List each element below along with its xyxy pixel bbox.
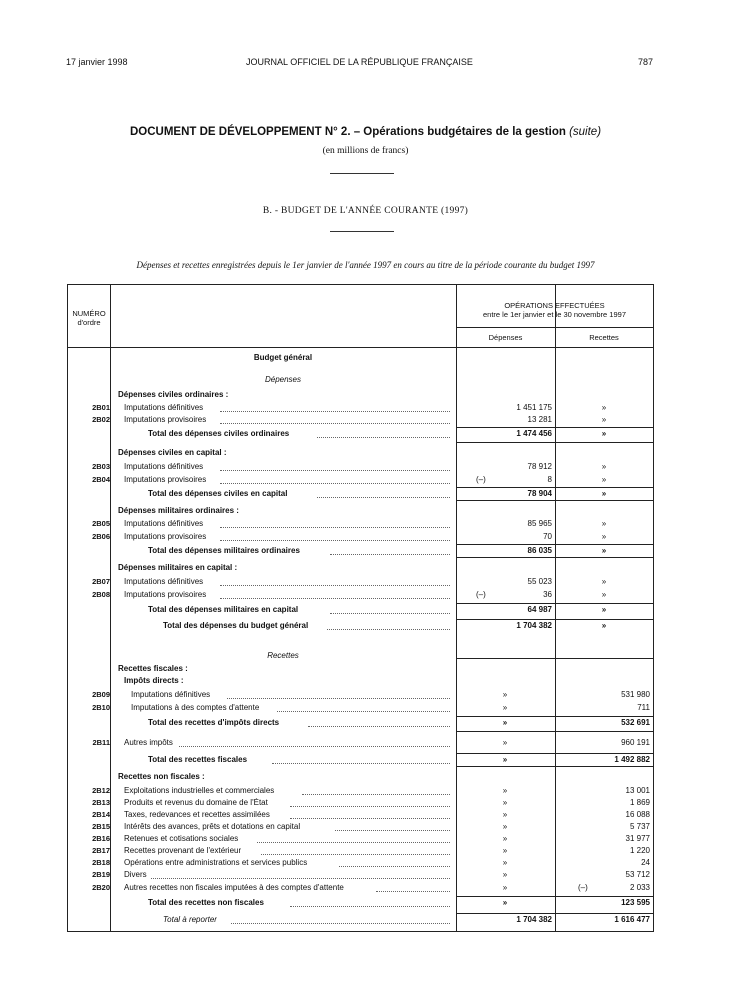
row-group-line bbox=[456, 442, 653, 443]
table-row bbox=[68, 589, 653, 601]
recettes-value: » bbox=[601, 489, 607, 498]
table-row bbox=[68, 857, 653, 869]
table-row bbox=[68, 389, 653, 401]
table-row bbox=[68, 428, 653, 440]
operations-header bbox=[456, 301, 653, 319]
table-row bbox=[68, 562, 653, 574]
page-header bbox=[66, 57, 653, 71]
recettes-value: 1 869 bbox=[629, 798, 650, 807]
row-label: Imputations définitives bbox=[124, 519, 204, 528]
table-row bbox=[68, 702, 653, 714]
depenses-value: 78 904 bbox=[527, 489, 552, 498]
row-label: Total des dépenses militaires ordinaires bbox=[148, 546, 300, 555]
total-rule bbox=[456, 716, 653, 717]
depenses-value: » bbox=[502, 738, 508, 747]
row-label: Autres impôts bbox=[124, 738, 173, 747]
leader-dots bbox=[277, 703, 451, 712]
leader-dots bbox=[290, 810, 450, 819]
row-label: Imputations à des comptes d'attente bbox=[131, 703, 260, 712]
table-row bbox=[68, 675, 653, 687]
row-label: Divers bbox=[124, 870, 147, 879]
row-code: 2B20 bbox=[92, 883, 110, 892]
leader-dots bbox=[220, 519, 450, 528]
budget-general-heading: Budget général bbox=[253, 353, 313, 362]
row-label: Autres recettes non fiscales imputées à des comptes d'attente bbox=[124, 883, 344, 892]
row-label: Total des dépenses civiles en capital bbox=[148, 489, 288, 498]
total-rule bbox=[456, 619, 653, 620]
row-label: Total à reporter bbox=[163, 915, 217, 924]
table-row bbox=[68, 754, 653, 766]
table-row bbox=[68, 845, 653, 857]
leader-dots bbox=[257, 834, 450, 843]
recettes-value: » bbox=[601, 429, 607, 438]
row-label: Imputations définitives bbox=[124, 462, 204, 471]
total-rule bbox=[456, 896, 653, 897]
row-label: Retenues et cotisations sociales bbox=[124, 834, 239, 843]
depenses-value: » bbox=[502, 755, 508, 764]
leader-dots bbox=[308, 718, 451, 727]
leader-dots bbox=[272, 755, 451, 764]
row-label: Dépenses civiles ordinaires : bbox=[118, 390, 229, 399]
table-row bbox=[68, 797, 653, 809]
recettes-value: » bbox=[601, 462, 607, 471]
recettes-value: 711 bbox=[637, 703, 650, 712]
depenses-value: 1 451 175 bbox=[516, 403, 552, 412]
row-label: Recettes non fiscales : bbox=[118, 772, 205, 781]
recettes-value: 1 492 882 bbox=[614, 755, 650, 764]
row-label: Opérations entre administrations et services publics bbox=[124, 858, 308, 867]
row-label: Total des recettes fiscales bbox=[148, 755, 248, 764]
table-row bbox=[68, 545, 653, 557]
recettes-value: » bbox=[601, 577, 607, 586]
total-rule bbox=[456, 913, 653, 914]
depenses-value: 55 023 bbox=[527, 577, 552, 586]
recettes-value: » bbox=[601, 546, 607, 555]
row-label: Intérêts des avances, prêts et dotations en capital bbox=[124, 822, 301, 831]
total-rule bbox=[456, 487, 653, 488]
row-code: 2B04 bbox=[92, 475, 110, 484]
leader-dots bbox=[261, 846, 450, 855]
row-code: 2B18 bbox=[92, 858, 110, 867]
table-row bbox=[68, 604, 653, 616]
row-code: 2B17 bbox=[92, 846, 110, 855]
recettes-value: 13 001 bbox=[625, 786, 650, 795]
leader-dots bbox=[227, 690, 450, 699]
table-row bbox=[68, 737, 653, 749]
row-code: 2B11 bbox=[92, 738, 110, 747]
row-code: 2B12 bbox=[92, 786, 110, 795]
recettes-value: » bbox=[601, 403, 607, 412]
budget-table bbox=[67, 284, 654, 932]
title-divider bbox=[330, 173, 394, 174]
row-label: Imputations provisoires bbox=[124, 415, 207, 424]
recettes-col-header: Recettes bbox=[589, 333, 619, 342]
row-code: 2B16 bbox=[92, 834, 110, 843]
row-label: Produits et revenus du domaine de l'État bbox=[124, 798, 268, 807]
leader-dots bbox=[376, 883, 450, 892]
leader-dots bbox=[220, 462, 450, 471]
leader-dots bbox=[220, 532, 450, 541]
depenses-value: » bbox=[502, 786, 508, 795]
depenses-value: » bbox=[502, 883, 508, 892]
leader-dots bbox=[220, 577, 450, 586]
leader-dots bbox=[290, 798, 450, 807]
recettes-value: 531 980 bbox=[621, 690, 650, 699]
total-rule bbox=[456, 603, 653, 604]
depenses-value: » bbox=[502, 703, 508, 712]
recettes-value: » bbox=[601, 605, 607, 614]
numero-label: NUMÉRO bbox=[72, 309, 106, 318]
row-label: Total des recettes non fiscales bbox=[148, 898, 264, 907]
leader-dots bbox=[330, 605, 450, 614]
depenses-value: » bbox=[502, 898, 508, 907]
row-label: Imputations définitives bbox=[124, 403, 204, 412]
header-page-number: 787 bbox=[637, 57, 653, 67]
header-subdivider bbox=[456, 327, 653, 328]
recettes-value: » bbox=[601, 415, 607, 424]
leader-dots bbox=[179, 738, 450, 747]
leader-dots bbox=[220, 590, 450, 599]
leader-dots bbox=[290, 898, 451, 907]
row-code: 2B05 bbox=[92, 519, 110, 528]
depenses-value: 70 bbox=[543, 532, 552, 541]
row-group-line bbox=[456, 731, 653, 732]
recettes-value: 532 691 bbox=[621, 718, 650, 727]
row-label: Taxes, redevances et recettes assimilées bbox=[124, 810, 270, 819]
table-row bbox=[68, 488, 653, 500]
row-code: 2B07 bbox=[92, 577, 110, 586]
depenses-heading: Dépenses bbox=[264, 375, 302, 384]
table-row bbox=[68, 689, 653, 701]
row-code: 2B08 bbox=[92, 590, 110, 599]
depenses-value: » bbox=[502, 798, 508, 807]
recettes-value: » bbox=[601, 621, 607, 630]
depenses-value: 1 474 456 bbox=[516, 429, 552, 438]
recettes-value: 2 033 bbox=[629, 883, 650, 892]
header-journal: JOURNAL OFFICIEL DE LA RÉPUBLIQUE FRANÇAISE bbox=[246, 57, 473, 67]
table-row bbox=[68, 531, 653, 543]
depenses-value: 13 281 bbox=[527, 415, 552, 424]
table-row bbox=[68, 518, 653, 530]
depenses-value: 36 bbox=[543, 590, 552, 599]
depenses-value: » bbox=[502, 858, 508, 867]
depenses-value: » bbox=[502, 822, 508, 831]
depenses-value: 64 987 bbox=[527, 605, 552, 614]
recettes-value: » bbox=[601, 475, 607, 484]
row-label: Imputations provisoires bbox=[124, 590, 207, 599]
row-label: Dépenses militaires ordinaires : bbox=[118, 506, 239, 515]
row-label: Imputations définitives bbox=[131, 690, 211, 699]
row-label: Dépenses militaires en capital : bbox=[118, 563, 238, 572]
table-row bbox=[68, 869, 653, 881]
row-code: 2B09 bbox=[92, 690, 110, 699]
numero-header bbox=[68, 309, 110, 327]
table-row bbox=[68, 505, 653, 517]
recettes-value: 123 595 bbox=[621, 898, 650, 907]
row-label: Impôts directs : bbox=[124, 676, 184, 685]
depenses-value: 1 704 382 bbox=[516, 915, 552, 924]
table-row bbox=[68, 914, 653, 926]
recettes-heading: Recettes bbox=[267, 651, 299, 660]
depenses-col-header: Dépenses bbox=[488, 333, 523, 342]
depenses-value: 85 965 bbox=[527, 519, 552, 528]
row-label: Imputations provisoires bbox=[124, 532, 207, 541]
header-bottom-line bbox=[68, 347, 653, 348]
row-label: Dépenses civiles en capital : bbox=[118, 448, 227, 457]
recettes-value: 24 bbox=[641, 858, 650, 867]
recettes-value: » bbox=[601, 590, 607, 599]
table-row bbox=[68, 882, 653, 894]
total-rule bbox=[456, 544, 653, 545]
recettes-value: 53 712 bbox=[625, 870, 650, 879]
row-code: 2B03 bbox=[92, 462, 110, 471]
table-row bbox=[68, 402, 653, 414]
leader-dots bbox=[327, 621, 450, 630]
operations-label: OPÉRATIONS EFFECTUÉES bbox=[504, 301, 605, 310]
table-row bbox=[68, 447, 653, 459]
row-group-line bbox=[456, 557, 653, 558]
row-code: 2B14 bbox=[92, 810, 110, 819]
leader-dots bbox=[335, 822, 450, 831]
table-row bbox=[68, 833, 653, 845]
leader-dots bbox=[317, 429, 451, 438]
depenses-value: 1 704 382 bbox=[516, 621, 552, 630]
section-heading: B. - BUDGET DE L'ANNÉE COURANTE (1997) bbox=[262, 206, 469, 216]
row-label: Total des dépenses civiles ordinaires bbox=[148, 429, 290, 438]
title-suite: (suite) bbox=[569, 126, 602, 138]
row-label: Recettes fiscales : bbox=[118, 664, 188, 673]
row-code: 2B13 bbox=[92, 798, 110, 807]
negative-sign: (–) bbox=[476, 590, 486, 599]
recettes-value: 16 088 bbox=[625, 810, 650, 819]
leader-dots bbox=[302, 786, 450, 795]
table-row bbox=[68, 474, 653, 486]
recettes-value: 1 616 477 bbox=[614, 915, 650, 924]
recettes-value: 5 737 bbox=[629, 822, 650, 831]
leader-dots bbox=[231, 915, 450, 924]
depenses-value: » bbox=[502, 834, 508, 843]
table-row bbox=[68, 771, 653, 783]
row-code: 2B01 bbox=[92, 403, 110, 412]
table-row bbox=[68, 663, 653, 675]
depenses-value: » bbox=[502, 810, 508, 819]
total-rule bbox=[456, 427, 653, 428]
table-row bbox=[68, 897, 653, 909]
leader-dots bbox=[151, 870, 450, 879]
depenses-value: 86 035 bbox=[527, 546, 552, 555]
ordre-label: d'ordre bbox=[77, 318, 101, 327]
row-code: 2B06 bbox=[92, 532, 110, 541]
header-date: 17 janvier 1998 bbox=[66, 57, 128, 67]
depenses-value: » bbox=[502, 690, 508, 699]
row-group-line bbox=[456, 658, 653, 659]
total-rule bbox=[456, 753, 653, 754]
table-row bbox=[68, 809, 653, 821]
row-code: 2B10 bbox=[92, 703, 110, 712]
period-label: entre le 1er janvier et le 30 novembre 1997 bbox=[482, 310, 626, 319]
recettes-value: 1 220 bbox=[629, 846, 650, 855]
recettes-value: 960 191 bbox=[621, 738, 650, 747]
table-note: Dépenses et recettes enregistrées depuis le 1er janvier de l'année 1997 en cours au titre de la période courante du budget 1997 bbox=[136, 260, 595, 270]
table-row bbox=[68, 785, 653, 797]
table-row bbox=[68, 620, 653, 632]
table-row bbox=[68, 821, 653, 833]
depenses-value: » bbox=[502, 718, 508, 727]
table-row bbox=[68, 576, 653, 588]
row-label: Total des dépenses du budget général bbox=[163, 621, 309, 630]
row-label: Imputations provisoires bbox=[124, 475, 207, 484]
section-divider bbox=[330, 231, 394, 232]
negative-sign: (–) bbox=[578, 883, 588, 892]
row-label: Recettes provenant de l'extérieur bbox=[124, 846, 242, 855]
recettes-value: 31 977 bbox=[625, 834, 650, 843]
depenses-value: 8 bbox=[547, 475, 552, 484]
document-title bbox=[0, 126, 731, 138]
row-label: Exploitations industrielles et commerciales bbox=[124, 786, 275, 795]
leader-dots bbox=[220, 403, 450, 412]
leader-dots bbox=[220, 475, 450, 484]
table-row bbox=[68, 461, 653, 473]
recettes-value: » bbox=[601, 519, 607, 528]
negative-sign: (–) bbox=[476, 475, 486, 484]
row-code: 2B15 bbox=[92, 822, 110, 831]
row-group-line bbox=[456, 500, 653, 501]
title-main: DOCUMENT DE DÉVELOPPEMENT N° 2. – Opérations budgétaires de la gestion bbox=[129, 126, 566, 138]
row-code: 2B02 bbox=[92, 415, 110, 424]
leader-dots bbox=[339, 858, 450, 867]
depenses-value: » bbox=[502, 846, 508, 855]
recettes-value: » bbox=[601, 532, 607, 541]
depenses-value: 78 912 bbox=[527, 462, 552, 471]
table-row bbox=[68, 717, 653, 729]
unit-subtitle: (en millions de francs) bbox=[322, 146, 409, 156]
leader-dots bbox=[330, 546, 450, 555]
depenses-value: » bbox=[502, 870, 508, 879]
row-label: Total des dépenses militaires en capital bbox=[148, 605, 299, 614]
row-label: Total des recettes d'impôts directs bbox=[148, 718, 280, 727]
table-row bbox=[68, 414, 653, 426]
row-group-line bbox=[456, 766, 653, 767]
row-code: 2B19 bbox=[92, 870, 110, 879]
leader-dots bbox=[317, 489, 451, 498]
leader-dots bbox=[220, 415, 450, 424]
row-label: Imputations définitives bbox=[124, 577, 204, 586]
